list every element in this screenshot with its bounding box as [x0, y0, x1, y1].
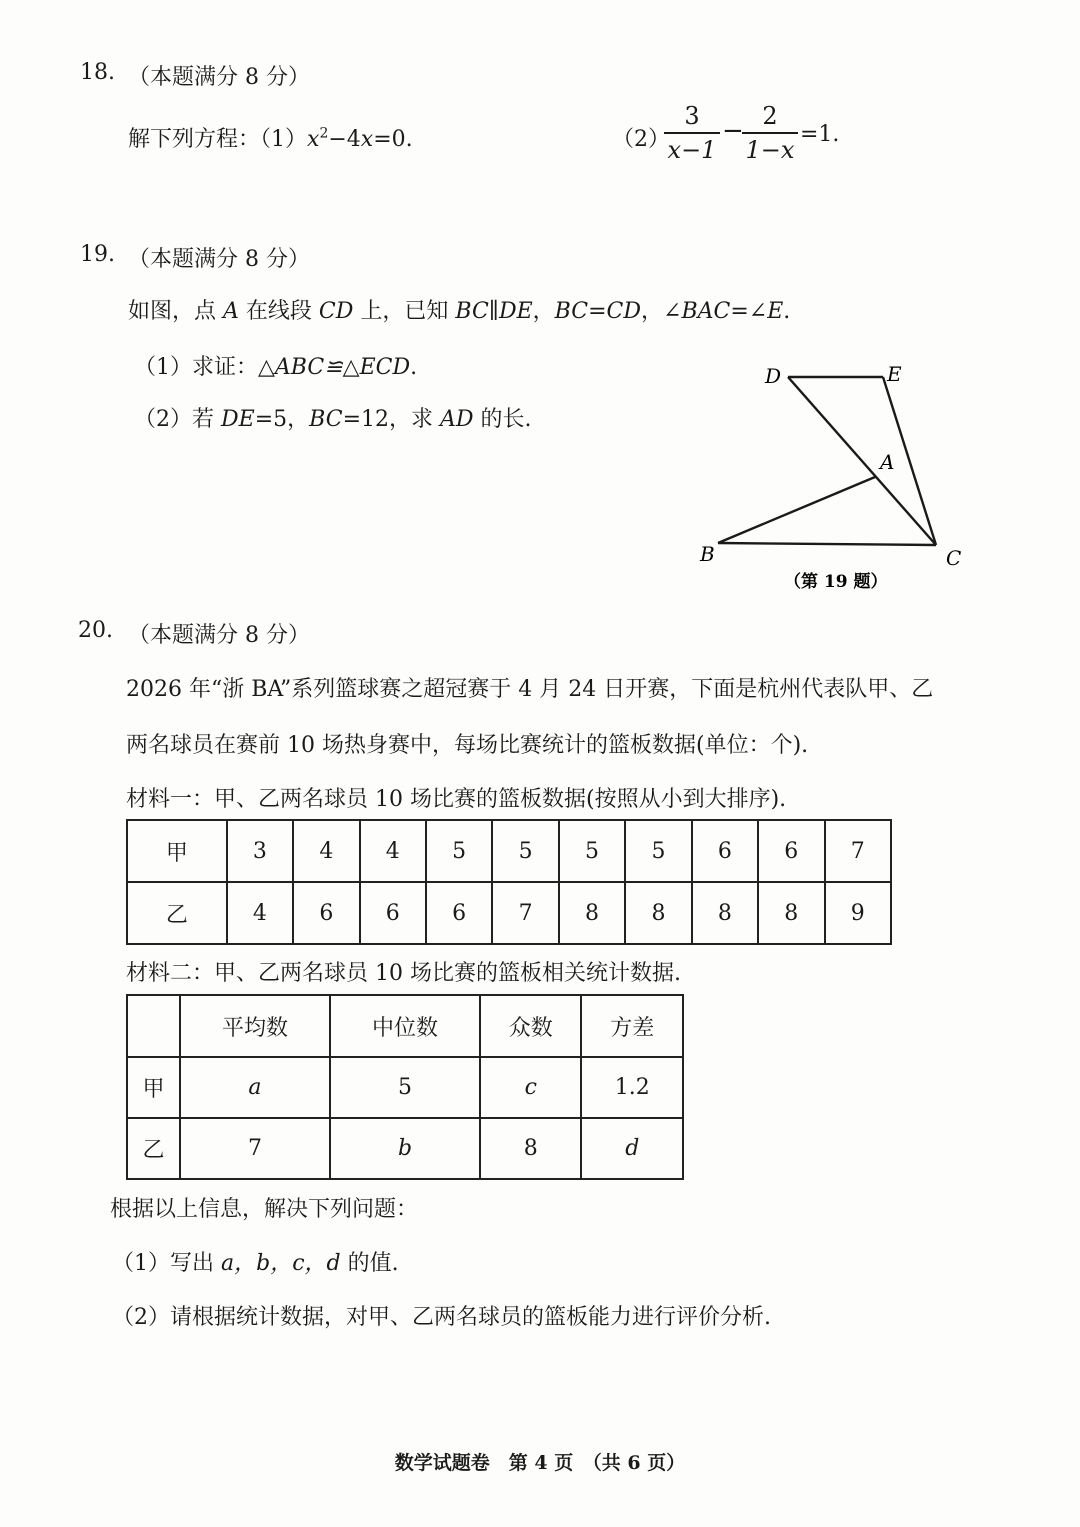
material2-table — [126, 994, 684, 1180]
q18-number: 18. — [80, 60, 115, 85]
q19-part2-a: =5， — [254, 407, 310, 432]
q20-header: （本题满分 8 分） — [128, 623, 310, 648]
table-cell: 7 — [180, 1118, 330, 1179]
q19-st-CD: CD — [318, 299, 354, 324]
table-cell: 5 — [625, 820, 691, 882]
q19-part2-BC: BC — [309, 407, 343, 432]
table-cell: 6 — [692, 820, 758, 882]
table-cell: 6 — [360, 882, 426, 944]
label-D: D — [765, 364, 782, 388]
q18-frac1-denominator: x−1 — [667, 136, 717, 164]
table-cell: 乙 — [127, 882, 227, 944]
q19-st-A: A — [223, 299, 239, 324]
table-header-cell: 方差 — [581, 995, 683, 1057]
q18-minus: − — [722, 116, 744, 146]
table-cell: 甲 — [127, 820, 227, 882]
segment-AB — [718, 477, 875, 543]
q18-part2-label: （2） — [612, 127, 670, 152]
table-cell: a — [180, 1057, 330, 1118]
material2-title: 材料二：甲、乙两名球员 10 场比赛的篮板相关统计数据. — [126, 961, 681, 986]
q18-frac1-bar — [664, 132, 720, 134]
q19-st-cond2: BC=CD — [554, 299, 641, 324]
table-cell: 1.2 — [581, 1057, 683, 1118]
q19-part2-DE: DE — [221, 407, 255, 432]
q18-fraction-2 — [742, 102, 798, 164]
table-cell: 7 — [825, 820, 892, 882]
table-cell: 4 — [293, 820, 359, 882]
table-cell: c — [480, 1057, 581, 1118]
q18-prompt-text: 解下列方程： — [128, 127, 261, 152]
q18-eq1-x: x — [307, 127, 320, 152]
q20-part1-label: （1）写出 — [112, 1251, 221, 1276]
table-cell: 8 — [559, 882, 625, 944]
q18-fraction-1 — [664, 102, 720, 164]
q20-number: 20. — [78, 618, 113, 643]
q19-st-e: ， — [641, 299, 664, 324]
q18-part1-label: （1） — [260, 127, 308, 152]
q19-st-c: 上，已知 — [353, 299, 456, 324]
page-footer: 数学试题卷 第 4 页 （共 6 页） — [394, 1452, 686, 1474]
q20-intro-line2: 两名球员在赛前 10 场热身赛中，每场比赛统计的篮板数据(单位：个). — [126, 733, 809, 758]
q19-statement — [128, 294, 790, 325]
q19-part2-label: （2）若 — [134, 407, 221, 432]
table-cell: 9 — [825, 882, 892, 944]
q20-question-intro: 根据以上信息，解决下列问题： — [110, 1197, 419, 1222]
q19-header: （本题满分 8 分） — [128, 247, 310, 272]
table-cell: 5 — [559, 820, 625, 882]
q20-part1-vars: a，b，c，d — [221, 1251, 341, 1276]
q19-st-a: 如图，点 — [128, 299, 223, 324]
q20-part2: （2）请根据统计数据，对甲、乙两名球员的篮板能力进行评价分析. — [112, 1305, 771, 1330]
label-A: A — [880, 450, 895, 474]
table-cell: 乙 — [127, 1118, 180, 1179]
table-cell: 5 — [426, 820, 492, 882]
table-cell: b — [330, 1118, 480, 1179]
table-header-cell: 中位数 — [330, 995, 480, 1057]
q20-intro-line1: 2026 年“浙 BA”系列篮球赛之超冠赛于 4 月 24 日开赛，下面是杭州代表队甲、乙 — [126, 677, 934, 702]
q20-part1 — [112, 1246, 399, 1277]
q18-eq1-sup: 2 — [319, 125, 329, 142]
q19-part1 — [134, 350, 417, 381]
q18-part2-end: =1. — [800, 122, 840, 147]
q18-frac2-numerator: 2 — [762, 102, 778, 130]
table-cell: 8 — [480, 1118, 581, 1179]
q19-st-f: . — [783, 299, 791, 324]
q19-st-cond3: ∠BAC=∠E — [663, 299, 784, 324]
q18-eq1-x2: x — [360, 127, 374, 152]
q19-st-b: 在线段 — [238, 299, 319, 324]
segment-DC — [788, 377, 936, 545]
label-B: B — [700, 542, 715, 566]
table-header-cell: 众数 — [480, 995, 581, 1057]
table-cell: 4 — [360, 820, 426, 882]
table-row — [127, 820, 891, 882]
table-cell: 7 — [492, 882, 558, 944]
table-cell: 8 — [625, 882, 691, 944]
q19-part2-b: =12，求 — [342, 407, 440, 432]
table-row — [127, 882, 891, 944]
q19-st-cond1: BC∥DE — [455, 299, 533, 324]
q19-part1-expr: △ABC≌△ECD — [258, 355, 411, 380]
table-cell: 6 — [426, 882, 492, 944]
material1-title: 材料一：甲、乙两名球员 10 场比赛的篮板数据(按照从小到大排序). — [126, 787, 787, 812]
q18-frac2-denominator: 1−x — [745, 136, 795, 164]
q19-part2-c: 的长. — [473, 407, 532, 432]
table-cell: d — [581, 1118, 683, 1179]
table-cell: 甲 — [127, 1057, 180, 1118]
label-C: C — [946, 546, 962, 570]
material1-table — [126, 819, 892, 945]
table-cell: 4 — [227, 882, 293, 944]
q19-figure — [690, 355, 980, 600]
table-cell: 5 — [492, 820, 558, 882]
q18-frac1-numerator: 3 — [684, 102, 700, 130]
q20-part1-end: 的值. — [340, 1251, 399, 1276]
table-cell: 8 — [758, 882, 824, 944]
table-header-cell — [127, 995, 180, 1057]
table-row — [127, 1118, 683, 1179]
q19-part1-end: . — [410, 355, 418, 380]
q19-part1-label: （1）求证： — [134, 355, 258, 380]
figure-caption: （第 19 题） — [784, 572, 888, 592]
table-row — [127, 1057, 683, 1118]
table-cell: 6 — [758, 820, 824, 882]
table-header-row — [127, 995, 683, 1057]
q19-part2-AD: AD — [439, 407, 474, 432]
q18-eq1-mid: −4 — [328, 127, 361, 152]
table-header-cell: 平均数 — [180, 995, 330, 1057]
q18-frac2-bar — [742, 132, 798, 134]
q19-st-d: ， — [532, 299, 555, 324]
table-cell: 3 — [227, 820, 293, 882]
table-cell: 8 — [692, 882, 758, 944]
label-E: E — [887, 362, 902, 386]
q18-prompt — [128, 122, 413, 153]
q18-eq1-end: =0. — [373, 127, 413, 152]
q18-header: （本题满分 8 分） — [128, 65, 310, 90]
segment-BC — [718, 543, 936, 545]
table-cell: 6 — [293, 882, 359, 944]
q19-number: 19. — [80, 242, 115, 267]
table-cell: 5 — [330, 1057, 480, 1118]
q19-part2 — [134, 402, 532, 433]
